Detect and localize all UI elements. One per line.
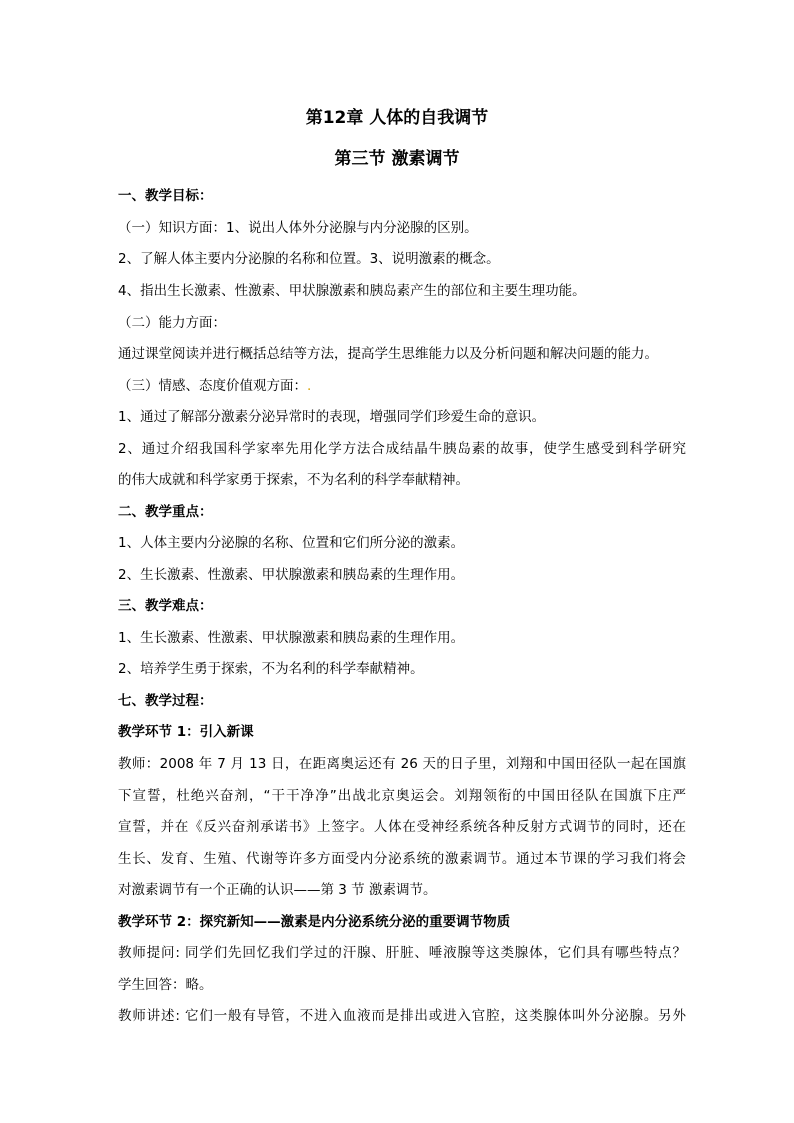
heading-key-points: 二、教学重点： xyxy=(118,504,213,520)
objective-line-4: （二）能力方面： xyxy=(118,315,226,331)
heading-difficulties: 三、教学难点： xyxy=(118,598,213,614)
step1-paragraph-line-2: 下宣誓，杜绝兴奋剂，“干干净净”出战北京奥运会。刘翔领衔的中国田径队在国旗下庄严 xyxy=(118,788,686,804)
objective-line-6-text: （三）情感、态度价值观方面： xyxy=(118,378,307,394)
step1-paragraph-line-4: 生长、发育、生殖、代谢等许多方面受内分泌系统的激素调节。通过本节课的学习我们将会 xyxy=(118,851,686,867)
objective-line-8: 2、通过介绍我国科学家率先用化学方法合成结晶牛胰岛素的故事，使学生感受到科学研究 xyxy=(118,441,686,457)
step1-paragraph-line-5: 对激素调节有一个正确的认识——第 3 节 激素调节。 xyxy=(118,882,437,898)
objective-line-1: （一）知识方面：1、说出人体外分泌腺与内分泌腺的区别。 xyxy=(118,220,478,236)
step2-paragraph-line-1: 教师提问: 同学们先回忆我们学过的汗腺、肝脏、唾液腺等这类腺体，它们具有哪些特点？ xyxy=(118,945,686,961)
step2-paragraph-line-3: 教师讲述: 它们一般有导管，不进入血液而是排出或进入官腔，这类腺体叫外分泌腺。另外 xyxy=(118,1008,686,1024)
step2-paragraph-line-2: 学生回答：略。 xyxy=(118,977,213,993)
step1-paragraph-line-3: 宣誓，并在《反兴奋剂承诺书》上签字。人体在受神经系统各种反射方式调节的同时，还在 xyxy=(118,819,686,835)
difficulty-1: 1、生长激素、性激素、甲状腺激素和胰岛素的生理作用。 xyxy=(118,630,465,646)
difficulty-2: 2、培养学生勇于探索，不为名利的科学奉献精神。 xyxy=(118,661,424,677)
objective-line-5: 通过课堂阅读并进行概括总结等方法，提高学生思维能力以及分析问题和解决问题的能力。 xyxy=(118,346,658,362)
objective-line-9: 的伟大成就和科学家勇于探索，不为名利的科学奉献精神。 xyxy=(118,472,469,488)
heading-step-2: 教学环节 2：探究新知——激素是内分泌系统分泌的重要调节物质 xyxy=(118,914,511,930)
heading-teaching-objectives: 一、教学目标： xyxy=(118,188,213,204)
key-point-2: 2、生长激素、性激素、甲状腺激素和胰岛素的生理作用。 xyxy=(118,567,465,583)
section-title: 第三节 激素调节 xyxy=(334,149,460,169)
step1-paragraph-line-1: 教师：2008 年 7 月 13 日，在距离奥运还有 26 天的日子里，刘翔和中国田径队一起在国旗 xyxy=(118,756,686,772)
objective-line-6 xyxy=(118,377,686,395)
key-point-1: 1、人体主要内分泌腺的名称、位置和它们所分泌的激素。 xyxy=(118,535,465,551)
heading-teaching-process: 七、教学过程： xyxy=(118,693,213,709)
objective-line-3: 4、指出生长激素、性激素、甲状腺激素和胰岛素产生的部位和主要生理功能。 xyxy=(118,283,586,299)
chapter-title: 第12章 人体的自我调节 xyxy=(305,108,489,128)
heading-step-1: 教学环节 1：引入新课 xyxy=(118,724,254,740)
objective-line-2: 2、了解人体主要内分泌腺的名称和位置。3、说明激素的概念。 xyxy=(118,251,500,267)
objective-line-7: 1、通过了解部分激素分泌异常时的表现，增强同学们珍爱生命的意识。 xyxy=(118,409,546,425)
orange-dot-mark: . xyxy=(307,378,312,394)
